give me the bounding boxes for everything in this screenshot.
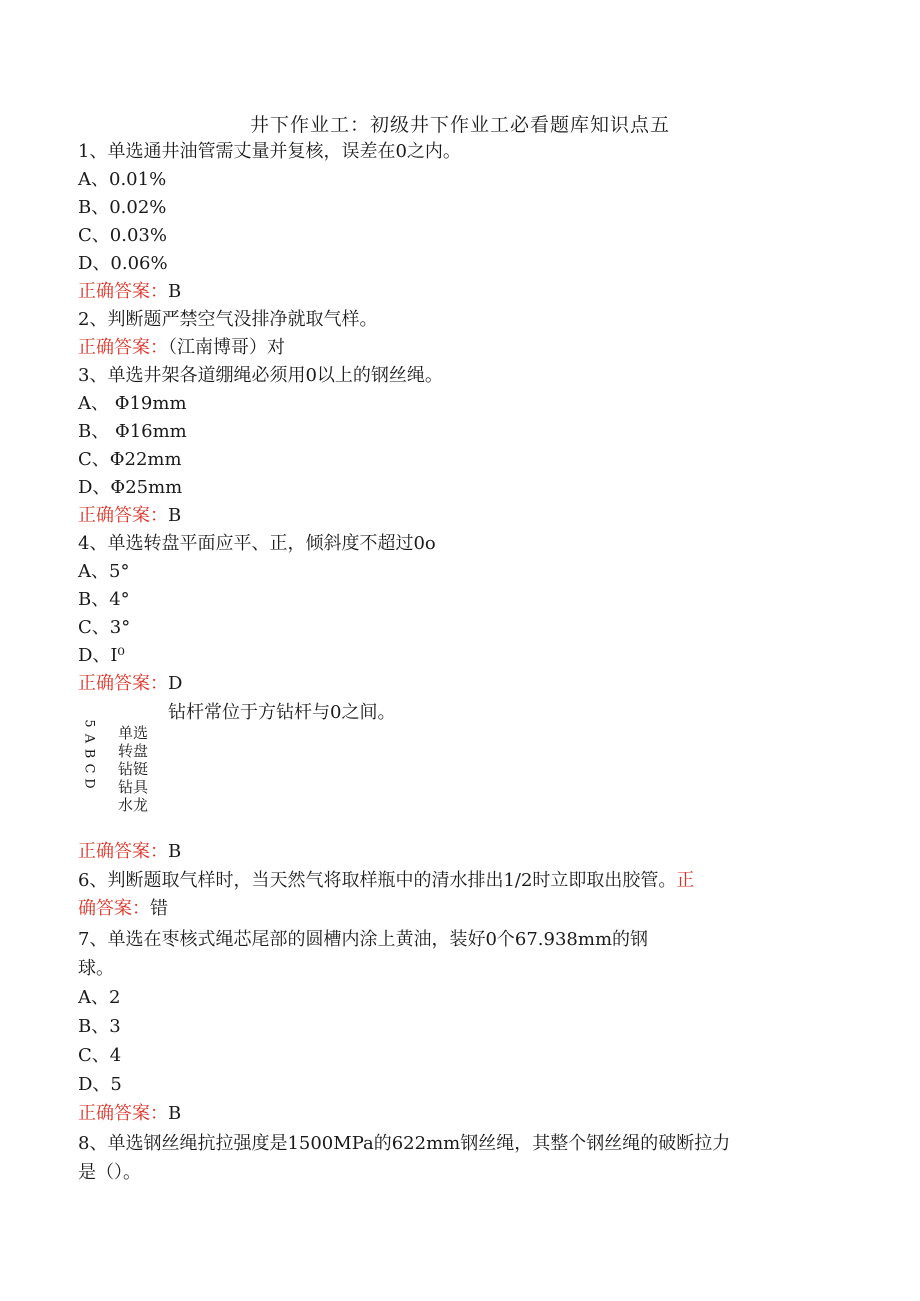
answer-value: 错 — [150, 898, 168, 919]
question-5-side-letters — [76, 716, 102, 791]
question-4-option-d: D、I⁰ — [78, 645, 125, 666]
question-1-option-c: C、0.03% — [78, 225, 167, 246]
question-7-option-b: B、3 — [78, 1016, 121, 1037]
question-3-option-c: C、Φ22mm — [78, 449, 182, 470]
question-4-option-a: A、5° — [78, 561, 130, 582]
side-letter: A — [81, 733, 97, 744]
answer-label: 正确答案： — [78, 505, 168, 526]
question-2-stem: 2、判断题严禁空气没排净就取气样。 — [78, 309, 378, 330]
answer-value: B — [168, 1103, 182, 1124]
question-5-option-5: 水龙 — [118, 796, 149, 814]
question-2-answer — [78, 335, 285, 361]
question-3-option-b: B、 Φ16mm — [78, 421, 187, 442]
question-5-option-2: 转盘 — [118, 742, 149, 760]
answer-label: 正确答案： — [78, 841, 168, 862]
side-letter: 5 — [81, 719, 97, 728]
answer-value: D — [168, 673, 183, 694]
question-7-option-c: C、4 — [78, 1045, 122, 1066]
question-7-stem-line2: 球。 — [78, 958, 114, 979]
question-7-option-d: D、5 — [78, 1074, 122, 1095]
question-1-stem: 1、单选通井油管需丈量并复核，误差在0之内。 — [78, 141, 461, 162]
question-8-stem-line2: 是（）。 — [78, 1162, 141, 1183]
question-3-answer — [78, 503, 181, 529]
side-letter: C — [81, 763, 97, 774]
question-6-answer — [78, 896, 168, 922]
question-1-option-b: B、0.02% — [78, 197, 167, 218]
answer-value: B — [168, 505, 182, 526]
answer-label: 正确答案： — [78, 1103, 168, 1124]
question-7-option-a: A、2 — [78, 987, 121, 1008]
question-4-option-b: B、4° — [78, 589, 130, 610]
question-4-answer — [78, 671, 182, 697]
question-7-stem-line1: 7、单选在枣核式绳芯尾部的圆槽内涂上黄油，装好0个67.938mm的钢 — [78, 929, 649, 950]
answer-label-part1: 正 — [676, 870, 695, 891]
answer-label: 正确答案： — [78, 673, 168, 694]
question-4-stem: 4、单选转盘平面应平、正，倾斜度不超过0o — [78, 533, 436, 554]
question-8-stem-line1: 8、单选钢丝绳抗拉强度是1500MPa的622mm钢丝绳，其整个钢丝绳的破断拉力 — [78, 1133, 731, 1154]
question-1-option-a: A、0.01% — [78, 169, 167, 190]
answer-value: （江南博哥）对 — [168, 337, 285, 358]
question-6-stem — [78, 868, 694, 894]
answer-value: B — [168, 841, 182, 862]
question-5-option-4: 钻具 — [118, 778, 149, 796]
question-3-option-a: A、 Φ19mm — [78, 393, 187, 414]
side-letter: D — [81, 778, 97, 789]
question-3-stem: 3、单选井架各道绷绳必须用0以上的钢丝绳。 — [78, 365, 443, 386]
question-5-option-1: 单选 — [118, 724, 149, 742]
question-5-stem: 钻杆常位于方钻杆与0之间。 — [168, 702, 396, 723]
page-title: 井下作业工：初级井下作业工必看题库知识点五 — [249, 114, 670, 136]
question-7-answer — [78, 1101, 181, 1127]
side-letter: B — [81, 748, 97, 759]
question-3-option-d: D、Φ25mm — [78, 477, 183, 498]
question-5-answer — [78, 839, 181, 865]
answer-label: 正确答案： — [78, 337, 168, 358]
question-1-answer — [78, 279, 181, 305]
question-6-stem-text: 6、判断题取气样时，当天然气将取样瓶中的清水排出1/2时立即取出胶管。 — [78, 870, 677, 891]
answer-label-part2: 确答案： — [78, 898, 150, 919]
answer-value: B — [168, 281, 182, 302]
answer-label: 正确答案： — [78, 281, 168, 302]
question-4-option-c: C、3° — [78, 617, 131, 638]
question-1-option-d: D、0.06% — [78, 253, 168, 274]
question-5-option-3: 钻铤 — [118, 760, 149, 778]
